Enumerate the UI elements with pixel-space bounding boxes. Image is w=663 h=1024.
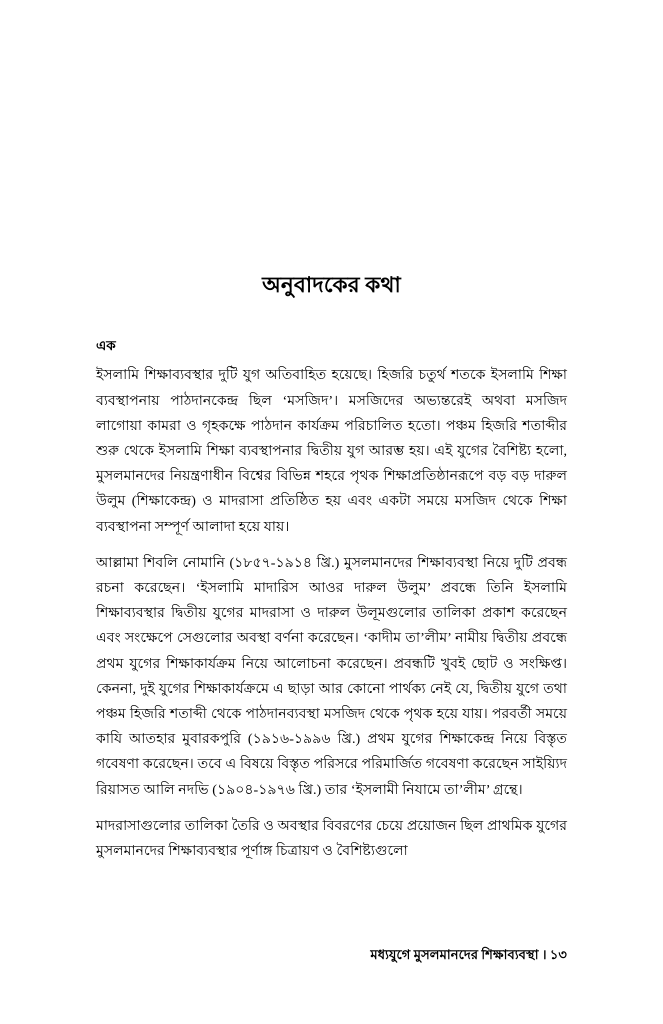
page-footer-running-head: মধ্যযুগে মুসলমানদের শিক্ষাব্যবস্থা । ১৩ <box>370 947 567 962</box>
section-heading: এক <box>96 337 116 353</box>
page-title: অনুবাদকের কথা <box>262 273 401 297</box>
body-paragraph: আল্লামা শিবলি নোমানি (১৮৫৭-১৯১৪ খ্রি.) মুসলমানদের শিক্ষাব্যবস্থা নিয়ে দুটি প্রবন্ধ রচনা করেছেন। ‘ইসলামি মাদারিস আওর দারুল উলুম’ প্রবন্ধে তিনি ইসলামি শিক্ষাব্যবস্থার দ্বিতীয় যুগের মাদরাসা ও দারুল উলূমগুলোর তালিকা প্রকাশ করেছেন এবং সংক্ষেপে সেগুলোর অবস্থা বর্ণনা করেছেন। ‘কাদীম তা’লীম’ নামীয় দ্বিতীয় প্রবন্ধে প্রথম যুগের শিক্ষাকার্যক্রম নিয়ে আলোচনা করেছেন। প্রবন্ধটি খুবই ছোট ও সংক্ষিপ্ত। কেননা, দুই যুগের শিক্ষাকার্যক্রমে এ ছাড়া আর কোনো পার্থক্য নেই যে, দ্বিতীয় যুগে তথা পঞ্চম হিজরি শতাব্দী থেকে পাঠদানব্যবস্থা মসজিদ থেকে পৃথক হয়ে যায়। পরবর্তী সময়ে কাযি আতহার মুবারকপুরি (১৯১৬-১৯৯৬ খ্রি.) প্রথম যুগের শিক্ষাকেন্দ্র নিয়ে বিস্তৃত গবেষণা করেছেন। তবে এ বিষয়ে বিস্তৃত পরিসরে পরিমার্জিত গবেষণা করেছেন সাইয়্যিদ রিয়াসত আলি নদভি (১৯০৪-১৯৭৬ খ্রি.) তার ‘ইসলামী নিযামে তা’লীম’ গ্রন্থে। <box>96 554 567 798</box>
body-paragraph: ইসলামি শিক্ষাব্যবস্থার দুটি যুগ অতিবাহিত হয়েছে। হিজরি চতুর্থ শতকে ইসলামি শিক্ষা ব্যবস্থাপনায় পাঠদানকেন্দ্র ছিল ‘মসজিদ’। মসজিদের অভ্যন্তরেই অথবা মসজিদ লাগোয়া কামরা ও গৃহকক্ষে পাঠদান কার্যক্রম পরিচালিত হতো। পঞ্চম হিজরি শতাব্দীর শুরু থেকে ইসলামি শিক্ষা ব্যবস্থাপনার দ্বিতীয় যুগ আরম্ভ হয়। এই যুগের বৈশিষ্ট্য হলো, মুসলমানদের নিয়ন্ত্রণাধীন বিশ্বের বিভিন্ন শহরে পৃথক শিক্ষাপ্রতিষ্ঠানরূপে বড় বড় দারুল উলুম (শিক্ষাকেন্দ্র) ও মাদরাসা প্রতিষ্ঠিত হয় এবং একটা সময়ে মসজিদ থেকে শিক্ষা ব্যবস্থাপনা সম্পূর্ণ আলাদা হয়ে যায়। <box>96 367 567 535</box>
page-text-column <box>96 0 567 864</box>
body-paragraph: মাদরাসাগুলোর তালিকা তৈরি ও অবস্থার বিবরণের চেয়ে প্রয়োজন ছিল প্রাথমিক যুগের মুসলমানদের শিক্ষাব্যবস্থার পূর্ণাঙ্গ চিত্রায়ণ ও বৈশিষ্ট্যগুলো <box>96 817 567 860</box>
